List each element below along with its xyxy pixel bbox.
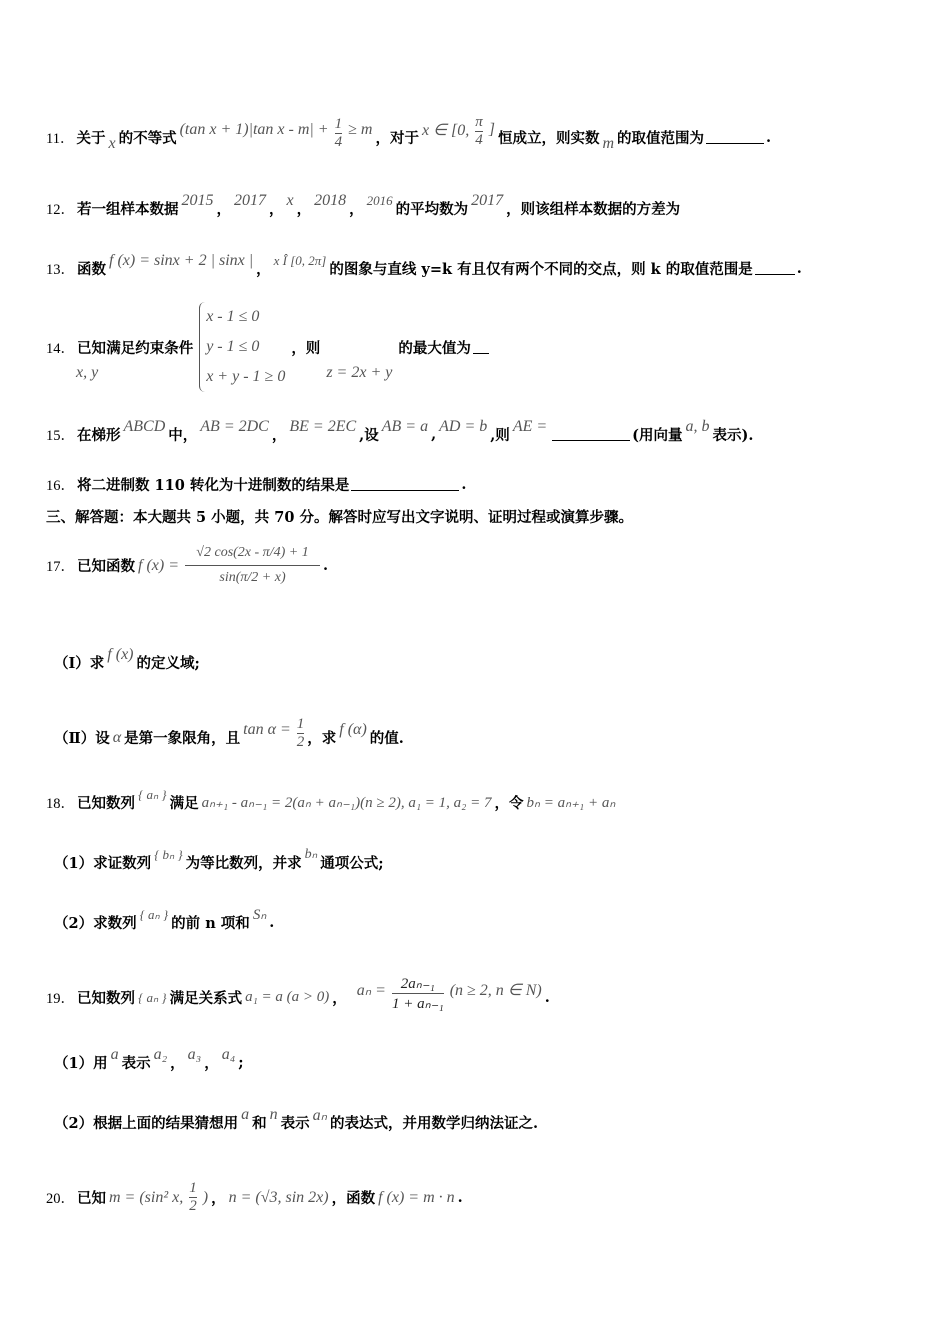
question-19-part-2: （2）根据上面的结果猜想用 a 和 n 表示 aₙ 的表达式，并用数学归纳法证之. (54, 1105, 539, 1132)
question-11: 11． 关于 x 的不等式 (tan x + 1)|tan x - m| + $\frac{1}{4}$ ≥ m ，对于 x ∈ [0, $\frac{\pi}{4}$ ] 恒成立，则实数 m 的取值范围为 . (46, 114, 772, 152)
question-17-part-2: （Ⅱ）设 α 是第一象限角，且 tan α = $\frac{1}{2}$ ，求 f (α) 的值. (54, 716, 404, 750)
inequality: (tan x + 1)|tan x - m| + (179, 120, 329, 138)
question-14: 14． 已知 x, y 满足约束条件 x - 1 ≤ 0 y - 1 ≤ 0 x + y - 1 ≥ 0 ，则 z = 2x + y 的最大值为 (46, 302, 930, 392)
recurrence-fraction: $\frac{\text{2aₙ₋₁}}{\text{1 + aₙ₋₁}}$ (391, 976, 444, 1012)
question-20: 20． 已知 m = (sin² x, $\frac{1}{2}$ ) ， n = (√3, sin 2x) ，函数 f (x) = m · n . (46, 1180, 463, 1214)
question-number: 11． (46, 131, 75, 147)
question-18-part-1: （1）求证数列 { bₙ } 为等比数列，并求 bₙ 通项公式; (54, 846, 384, 872)
fraction: $\frac{1}{4}$ (334, 116, 343, 150)
question-17: 17． 已知函数 f (x) = $\frac{√2 \cos(2x - \pi/4) + 1}{\sin(\pi/2 + x)}$ . (46, 545, 329, 585)
section-heading: 三、解答题：本大题共 5 小题，共 70 分。解答时应写出文字说明、证明过程或演算步骤。 (46, 509, 633, 526)
question-18-part-2: （2）求数列 { aₙ } 的前 n 项和 Sₙ . (54, 906, 275, 932)
question-19-part-1: （1）用 a 表示 a₂ ， a₃ ， a₄ ; (54, 1045, 244, 1072)
question-12: 12． 若一组样本数据 2015 ， 2017 ， x ， 2018 ， 2016 的平均数为 2017 ，则该组样本数据的方差为 (46, 191, 681, 218)
answer-blank[interactable] (706, 131, 764, 144)
function-fraction: $\frac{√2 \cos(2x - \pi/4) + 1}{\sin(\pi/2 + x)}$ (185, 545, 320, 586)
constraint-system: x - 1 ≤ 0 y - 1 ≤ 0 x + y - 1 ≥ 0 (199, 302, 285, 392)
question-16: 16． 将二进制数 110 转化为十进制数的结果是 . (46, 476, 467, 494)
question-13: 13． 函数 f (x) = sinx + 2 | sinx | ， x Î [0, 2π] 的图象与直线 y=k 有且仅有两个不同的交点，则 k 的取值范围是 . (46, 251, 802, 278)
answer-blank[interactable] (552, 428, 630, 441)
question-18: 18． 已知数列 { aₙ } 满足 aₙ₊₁ - aₙ₋₁ = 2(aₙ + aₙ₋₁)(n ≥ 2), a₁ = 1, a₂ = 7 ，令 bₙ = aₙ₊₁ + aₙ (46, 786, 616, 812)
answer-blank[interactable] (351, 478, 459, 491)
answer-blank[interactable] (473, 341, 489, 354)
answer-blank[interactable] (755, 262, 795, 275)
question-15: 15． 在梯形 ABCD 中， AB = 2DC ， BE = 2EC ,设 AB = a , AD = b ,则 AE = (用向量 a, b 表示). (46, 417, 754, 444)
question-19: 19． 已知数列 { aₙ } 满足关系式 a₁ = a (a > 0) ， aₙ = $\frac{\text{2aₙ₋₁}}{\text{1 + aₙ₋₁}}$ (n ≥ 2, n ∈ N) . (46, 976, 550, 1012)
question-17-part-1: （Ⅰ）求 f (x) 的定义域; (54, 645, 200, 672)
